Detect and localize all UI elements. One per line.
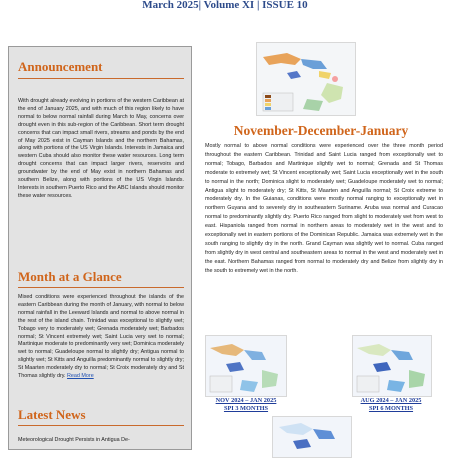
caption-left-line-2: SPI 3 MONTHS: [223, 404, 269, 412]
sidebar: [8, 46, 192, 450]
read-more-link[interactable]: Read More: [67, 373, 94, 380]
header-bar: [0, 0, 450, 14]
month-text-body: Mixed conditions were experienced throughout the islands of the eastern Caribbean during the month of January, with normal to below normal rainfall in the Leeward Islands and normal to above normal in the rest of the island chain. Trinidad was exceptional to slightly wet; Tobago very to moderately wet; Grenada moderately wet; Barbados normal; St Vincent extremely wet; Saint Lucia very wet to normal; Martinique moderate to predominantly very wet; Dominica moderately wet to normal; Guadeloupe normal to slightly dry; Antigua normal to slightly wet; St Kitts and Anguilla predominantly normal to slightly dry; St Maarten moderately dry to normal; St Croix moderately dry and St Thomas slightly dry.: [18, 294, 184, 380]
caption-right-line-2: SPI 6 MONTHS: [368, 404, 414, 412]
map-top: [256, 42, 356, 116]
announcement-divider: [18, 78, 184, 79]
caption-spi-3-months[interactable]: [200, 397, 292, 412]
issue-line: March 2025| Volume XI | ISSUE 10: [142, 0, 308, 11]
news-divider: [18, 425, 184, 426]
map-bottom: [272, 416, 352, 458]
month-text: [18, 294, 184, 381]
caption-left-line-1: NOV 2024 – JAN 2025: [215, 397, 277, 404]
month-divider: [18, 287, 184, 288]
map-spi-6-months: [352, 335, 432, 397]
main-body: Mostly normal to above normal conditions were experienced over the three month period throughout the eastern Caribbean. Trinidad and Saint Lucia ranged from exceptionally wet to normal; Tobago, Barbados and Martinique slightly wet to normal; Grenada and St Thomas moderate to extremely wet; St Vincent exceptionally wet; Saint Lucia exceptionally wet in the south to normal in the north; Dominica slight to moderately wet; Guadeloupe moderately wet to normal; Antigua slight to moderately dry; St Kitts, St Maarten and Anguilla normal; St Croix extreme to moderately dry. In the Guianas, conditions were mostly normal ranging to exceptionally wet in northern Guyana and to severely dry in southeastern Suriname. Aruba was normal and Curacao normal to predominantly slightly dry. Puerto Rico ranged from slight to moderately wet from west to east. Hispaniola ranged from normal in northern areas to moderately wet in the west and to exceptionally wet in eastern portions of the Dominican Republic. Jamaica was extremely wet in the south ranging to slightly dry in the north. Grand Cayman was slightly wet to normal. Cuba ranged from slightly dry in west central and southeastern areas to normal in the west and moderately wet in the east. Northern Bahamas ranged from normal to moderately dry and Belize from slightly dry in the south to extremely wet in the north.: [205, 143, 443, 274]
caption-right-line-1: AUG 2024 – JAN 2025: [360, 397, 422, 404]
news-heading: Latest News: [18, 407, 86, 422]
announcement-text: With drought already evolving in portions of the western Caribbean at the end of January 2025, and with much of this region likely to have normal to below normal rainfall during March to May, concerns over drought even in this sub-region of the Caribbean. Short term drought concerns that can impact small rivers, streams and ponds by the end of May 2025 exist in Cayman Islands and the northern Bahamas, along with portions of the US Virgin Islands. Interests in Jamaica and western Cuba should also monitor these water resources. Long term drought concerns that can impact larger rivers, reservoirs and groundwater by the end of May exist in northern Bahamas and southern Belize, along with portions of the US Virgin Islands. Interests in southern Puerto Rico and the ABC Islands should monitor these water resources.: [18, 98, 184, 199]
map-spi-3-months: [205, 335, 287, 397]
month-heading: Month at a Glance: [18, 269, 122, 284]
caption-spi-6-months[interactable]: [344, 397, 438, 412]
main-title: November-December-January: [233, 123, 409, 138]
news-item[interactable]: Meteorological Drought Persists in Antigua De-: [18, 437, 130, 443]
announcement-heading: Announcement: [18, 59, 103, 74]
